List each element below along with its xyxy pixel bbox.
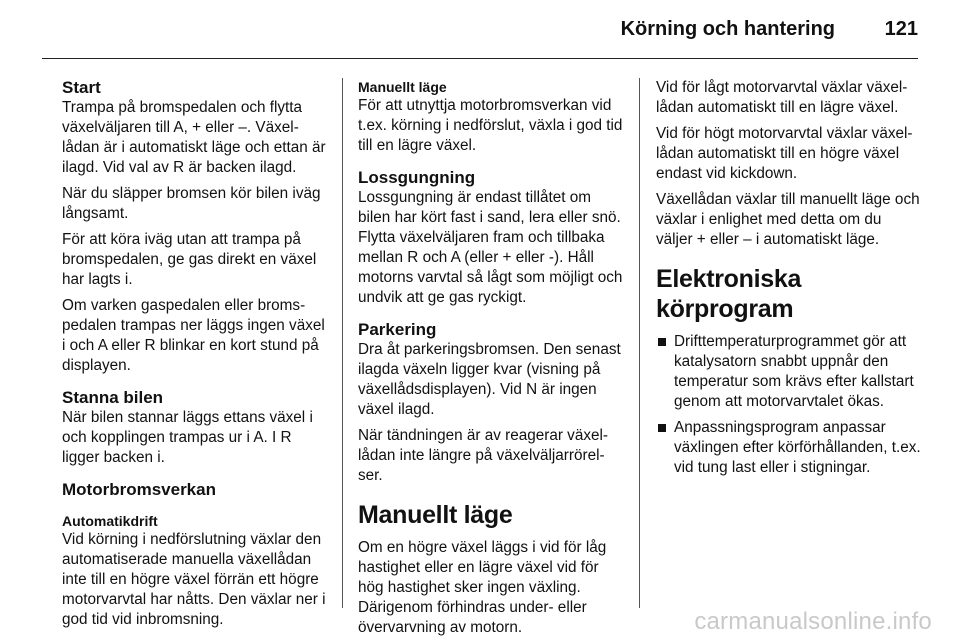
parking-paragraph-1: Dra åt parkeringsbromsen. Den senast ilagda växeln ligger kvar (visning på växellådsdisplayen). Vid N är ingen växel ilagd. xyxy=(358,341,621,418)
stop-heading: Stanna bilen xyxy=(62,388,164,407)
start-heading: Start xyxy=(62,78,101,97)
column-3 xyxy=(656,78,922,484)
col3-paragraph-1: Vid för lågt motorvarvtal växlar växellådan automatiskt till en lägre växel. xyxy=(656,79,908,116)
engine-brake-heading: Motorbromsverkan xyxy=(62,480,216,499)
electronic-programs-list xyxy=(656,332,922,478)
rocking-paragraph: Lossgungning är endast tillåtet om bilen har kört fast i sand, lera eller snö. Flytta växelväljaren fram och tillbaka mellan R och A (eller + eller -). Håll motorns varvtal så lågt som möjligt och undvik att ge gas ryckigt. xyxy=(358,189,623,306)
stop-paragraph: När bilen stannar läggs ettans växel i och kopplingen trampas ur i A. I R ligger backen i. xyxy=(62,409,313,466)
start-paragraph-3: För att köra iväg utan att trampa på bromspedalen, ge gas direkt en växel har lagts i. xyxy=(62,231,317,288)
manual-section-paragraph: Om en högre växel läggs i vid för låg hastighet eller en lägre växel vid för hög hastighet sker ingen växling. Därigenom förhindras under- eller övervarvning av motorn. xyxy=(358,539,607,636)
header-divider xyxy=(42,58,918,59)
auto-drive-paragraph: Vid körning i nedförslutning växlar den automatiserade manuella växellådan inte till en högre växel förrän ett högre motorvarvtal har nåtts. Den växlar ner i god tid vid inbromsning. xyxy=(62,531,326,628)
parking-paragraph-2: När tändningen är av reagerar växellådan inte längre på växelväljarrörelser. xyxy=(358,427,609,484)
square-bullet-icon xyxy=(658,338,666,346)
list-item-text: Drifttemperaturprogrammet gör att katalysatorn snabbt uppnår den temperatur som krävs efter kallstart genom att motorvarvtalet ökas. xyxy=(674,333,914,410)
manual-section-heading: Manuellt läge xyxy=(358,501,513,529)
page-header xyxy=(0,0,960,60)
rocking-heading: Lossgungning xyxy=(358,168,476,187)
start-paragraph-2: När du släpper bromsen kör bilen iväg långsamt. xyxy=(62,185,321,222)
auto-drive-heading: Automatikdrift xyxy=(62,513,158,529)
chapter-title: Körning och hantering xyxy=(620,18,835,40)
column-2 xyxy=(358,78,623,644)
square-bullet-icon xyxy=(658,424,666,432)
page-number: 121 xyxy=(884,18,918,40)
electronic-programs-heading: Elektroniska körprogram xyxy=(656,265,802,323)
list-item-text: Anpassningsprogram anpassar växlingen efter körförhållanden, t.ex. vid tung last eller i stigningar. xyxy=(674,419,921,476)
column-1 xyxy=(62,78,326,636)
manual-mode-paragraph: För att utnyttja motorbromsverkan vid t.ex. körning i nedförslut, växla i god tid till en lägre växel. xyxy=(358,97,623,154)
list-item xyxy=(656,332,922,412)
column-divider-2 xyxy=(639,78,640,608)
manual-mode-subheading: Manuellt läge xyxy=(358,79,447,95)
watermark: carmanualsonline.info xyxy=(694,608,932,635)
column-divider-1 xyxy=(342,78,343,608)
list-item xyxy=(656,418,922,478)
start-paragraph-1: Trampa på bromspedalen och flytta växelväljaren till A, + eller –. Växellådan är i automatiskt läge och ettan är ilagd. Vid val av R är backen ilagd. xyxy=(62,99,326,176)
col3-paragraph-3: Växellådan växlar till manuellt läge och växlar i enlighet med detta om du väljer + eller – i automatiskt läge. xyxy=(656,191,920,248)
parking-heading: Parkering xyxy=(358,320,437,339)
col3-paragraph-2: Vid för högt motorvarvtal växlar växellådan automatiskt till en högre växel endast vid kickdown. xyxy=(656,125,913,182)
start-paragraph-4: Om varken gaspedalen eller bromspedalen trampas ner läggs ingen växel i och A eller R blinkar en kort stund på displayen. xyxy=(62,297,325,374)
